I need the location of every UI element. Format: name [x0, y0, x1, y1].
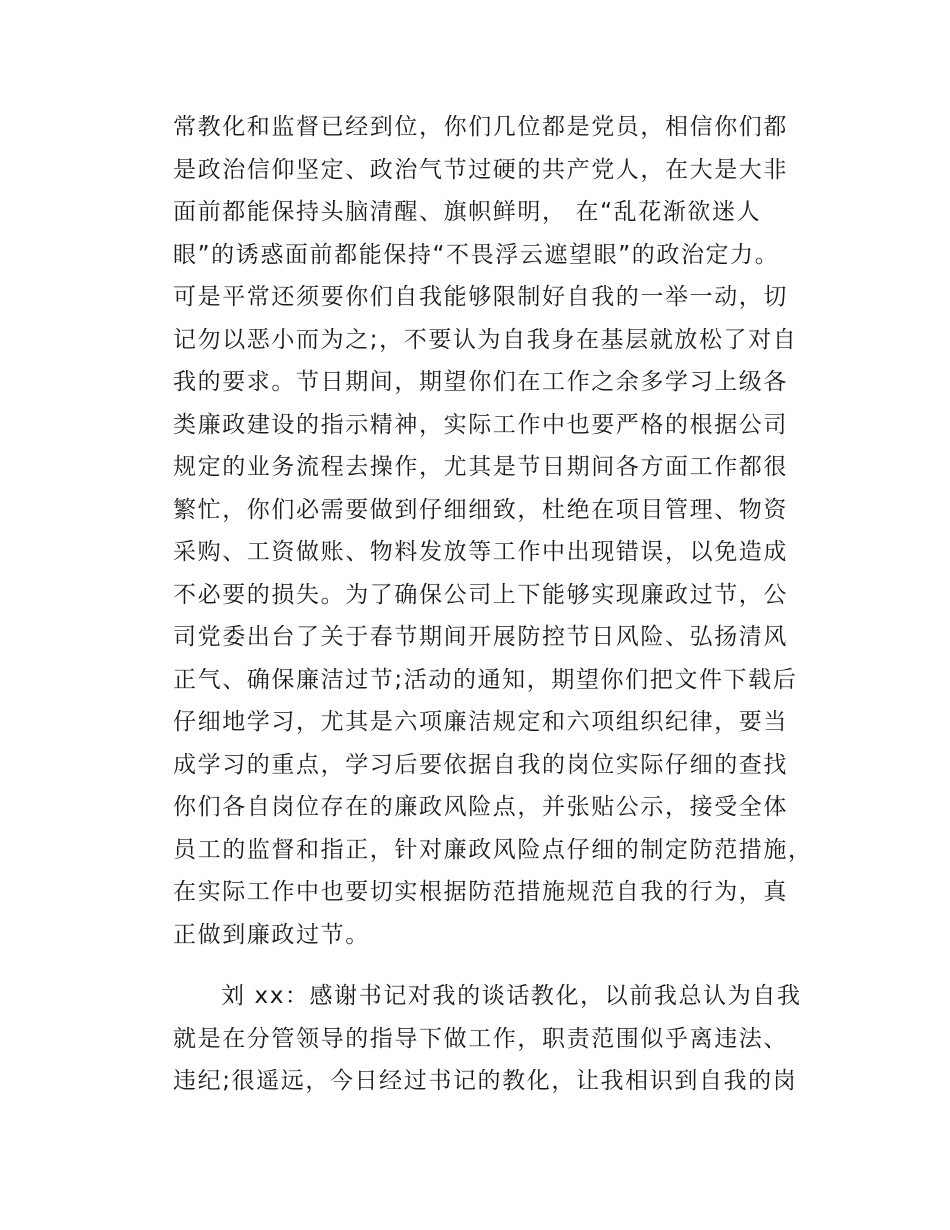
paragraph-line: 司党委出台了关于春节期间开展防控节日风险、弘扬清风 — [173, 624, 788, 650]
paragraph-line: 繁忙，你们必需要做到仔细细致，杜绝在项目管理、物资 — [173, 496, 788, 523]
paragraph-line: 我的要求。节日期间，期望你们在工作之余多学习上级各 — [173, 369, 788, 395]
paragraph-line: 正做到廉政过节。 — [173, 921, 370, 948]
paragraph-line: 不必要的损失。为了确保公司上下能够实现廉政过节，公 — [173, 581, 788, 608]
paragraph-2 — [173, 975, 805, 1103]
paragraph-line: 常教化和监督已经到位，你们几位都是党员，相信你们都 — [173, 114, 788, 140]
paragraph-line: 是政治信仰坚定、政治气节过硬的共产党人，在大是大非 — [173, 156, 788, 183]
paragraph-line: 面前都能保持头脑清醒、旗帜鲜明， 在“乱花渐欲迷人 — [173, 199, 762, 225]
paragraph-line: 记勿以恶小而为之;，不要认为自我身在基层就放松了对自 — [173, 326, 798, 353]
paragraph-line: 采购、工资做账、物料发放等工作中出现错误，以免造成 — [173, 539, 788, 565]
paragraph-line: 仔细地学习，尤其是六项廉洁规定和六项组织纪律，要当 — [173, 709, 788, 735]
paragraph-line: 规定的业务流程去操作，尤其是节日期间各方面工作都很 — [173, 454, 788, 480]
paragraph-line: 正气、确保廉洁过节;活动的通知，期望你们把文件下载后 — [173, 666, 798, 693]
paragraph-line: 刘 xx：感谢书记对我的谈话教化，以前我总认为自我 — [221, 983, 802, 1009]
paragraph-line: 就是在分管领导的指导下做工作，职责范围似乎离违法、 — [173, 1025, 788, 1052]
paragraph-line: 你们各自岗位存在的廉政风险点，并张贴公示，接受全体 — [173, 794, 788, 820]
paragraph-line: 类廉政建设的指示精神，实际工作中也要严格的根据公司 — [173, 411, 788, 438]
paragraph-line: 违纪;很遥远，今日经过书记的教化，让我相识到自我的岗 — [173, 1068, 798, 1094]
paragraph-line: 员工的监督和指正，针对廉政风险点仔细的制定防范措施， — [173, 836, 813, 863]
paragraph-line: 可是平常还须要你们自我能够限制好自我的一举一动，切 — [173, 284, 788, 310]
paragraph-line: 眼”的诱惑面前都能保持“不畏浮云遮望眼”的政治定力。 — [173, 241, 780, 268]
paragraph-line: 在实际工作中也要切实根据防范措施规范自我的行为，真 — [173, 879, 788, 905]
paragraph-1 — [173, 106, 813, 956]
paragraph-line: 成学习的重点，学习后要依据自我的岗位实际仔细的查找 — [173, 751, 788, 778]
